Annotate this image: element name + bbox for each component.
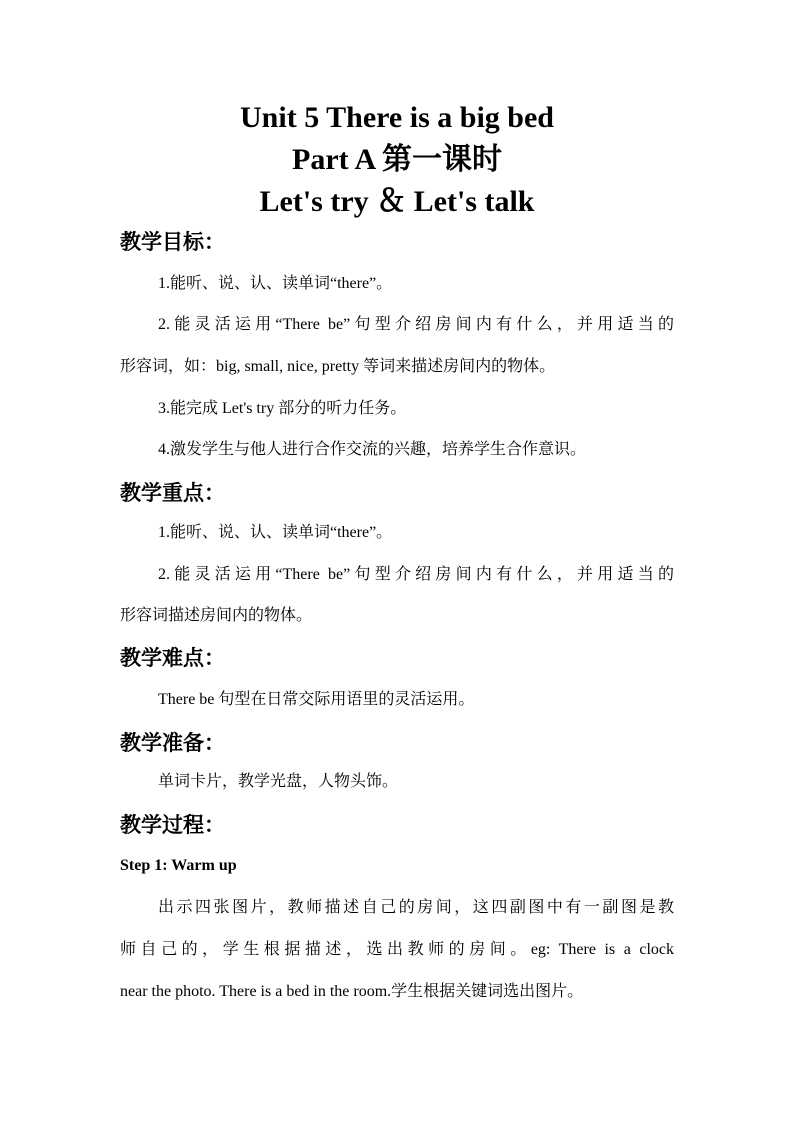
preparation-item-1: 单词卡片，教学光盘，人物头饰。	[158, 773, 399, 790]
key-point-item-2-line-2: 形容词描述房间内的物体。	[120, 607, 313, 624]
process-heading: 教学过程：	[120, 813, 225, 837]
step-1-line-1-text: 出示四张图片，教师描述自己的房间，这四副图中有一副图是教	[158, 899, 674, 916]
step-1-line-2-text: 师自己的，学生根据描述，选出教师的房间。eg: There is a clock	[120, 941, 674, 958]
key-point-item-2-line-1-text: 2.能灵活运用“There be”句型介绍房间内有什么，并用适当的	[158, 566, 674, 583]
step-1-line-2	[120, 938, 674, 962]
objective-item-2-line-2: 形容词，如：big, small, nice, pretty 等词来描述房间内的物体。	[120, 358, 556, 375]
key-point-item-2-line-1	[158, 563, 674, 587]
objective-item-4: 4.激发学生与他人进行合作交流的兴趣，培养学生合作意识。	[158, 441, 587, 458]
key-point-item-1: 1.能听、说、认、读单词“there”。	[158, 524, 393, 541]
difficulties-heading: 教学难点：	[120, 646, 225, 670]
objectives-heading: 教学目标：	[120, 230, 225, 254]
objective-item-1: 1.能听、说、认、读单词“there”。	[158, 275, 393, 292]
unit-title: Unit 5 There is a big bed	[240, 101, 554, 134]
lesson-title: Let's try ＆ Let's talk	[259, 185, 535, 218]
difficulty-item-1: There be 句型在日常交际用语里的灵活运用。	[158, 691, 475, 708]
objective-item-2-line-1	[158, 313, 674, 337]
part-title: Part A 第一课时	[292, 143, 502, 176]
objective-item-3: 3.能完成 Let's try 部分的听力任务。	[158, 400, 407, 417]
step-1-line-3: near the photo. There is a bed in the room.学生根据关键词选出图片。	[120, 983, 584, 1000]
step-1-line-1	[158, 896, 674, 920]
step-1-title: Step 1: Warm up	[120, 857, 237, 874]
objective-item-2-line-1-text: 2.能灵活运用“There be”句型介绍房间内有什么，并用适当的	[158, 316, 674, 333]
preparation-heading: 教学准备：	[120, 731, 225, 755]
key-points-heading: 教学重点：	[120, 481, 225, 505]
